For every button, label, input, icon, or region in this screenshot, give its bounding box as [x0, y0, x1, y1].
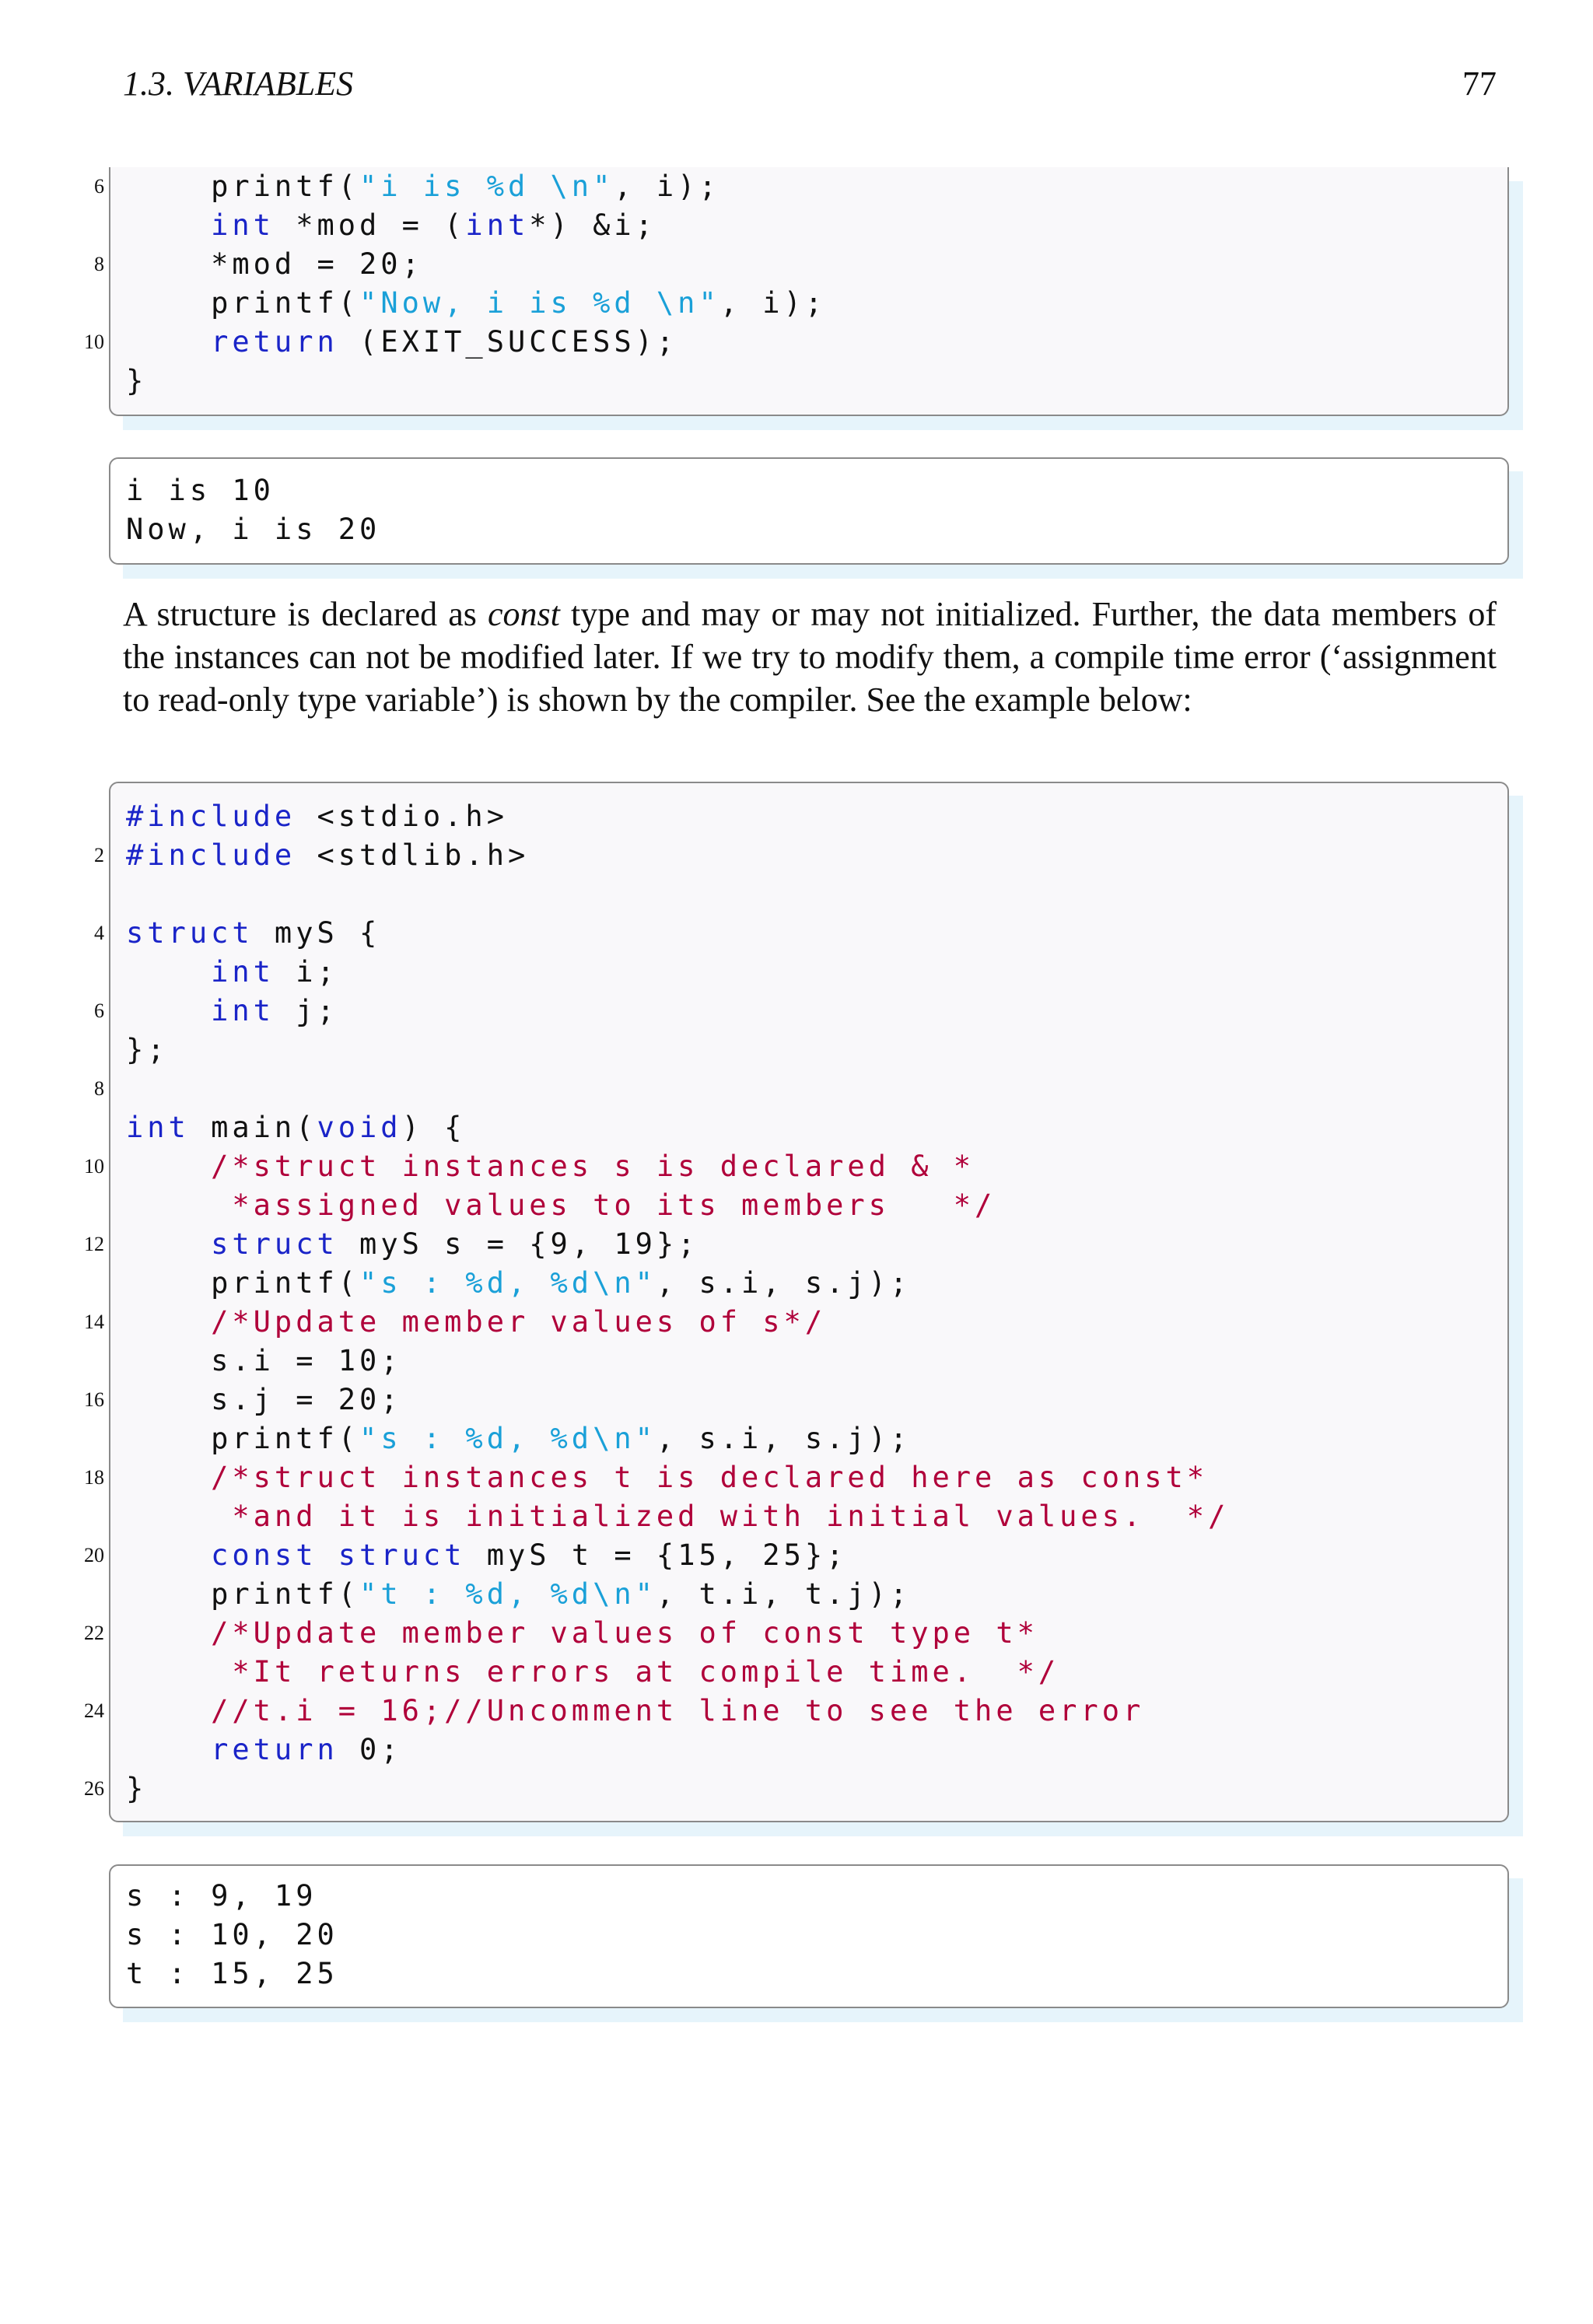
keyword-token: return — [211, 1733, 338, 1766]
code-text — [126, 797, 508, 836]
code-token — [126, 1655, 232, 1689]
keyword-token: #include — [126, 838, 296, 872]
output-text: t : 15, 25 — [126, 1957, 338, 1990]
code-token — [126, 1188, 232, 1222]
code-text — [126, 1303, 826, 1342]
keyword-token: struct — [211, 1227, 338, 1261]
code-text — [126, 1419, 911, 1458]
page-number: 77 — [1462, 65, 1497, 103]
line-number: 14 — [84, 1311, 104, 1333]
keyword-token: int — [211, 955, 275, 989]
code-token: printf( — [126, 1422, 360, 1455]
code-token — [126, 325, 211, 359]
line-number: 10 — [84, 331, 104, 353]
keyword-token: struct — [338, 1538, 466, 1572]
code-text — [126, 1769, 147, 1808]
code-token: s.i = 10; — [126, 1344, 402, 1377]
line-number: 20 — [84, 1544, 104, 1566]
code-text — [126, 1264, 911, 1303]
code-token: *) &i; — [529, 208, 656, 242]
code-token: } — [126, 1772, 148, 1805]
code-token: <stdlib.h> — [296, 838, 530, 872]
line-number: 16 — [84, 1388, 104, 1411]
code-token: s.j = 20; — [126, 1383, 402, 1416]
output-text: s : 9, 19 — [126, 1879, 317, 1913]
code-token: }; — [126, 1033, 169, 1066]
running-header — [123, 61, 1497, 107]
code-text — [126, 1575, 911, 1614]
comment-token: /*Update member values of s*/ — [211, 1305, 827, 1339]
line-number: 8 — [94, 253, 104, 275]
code-text — [126, 1031, 169, 1069]
paragraph-emphasis: const — [488, 595, 560, 633]
code-text — [126, 836, 529, 875]
code-token — [126, 208, 211, 242]
line-number: 8 — [94, 1077, 104, 1100]
code-token — [126, 1305, 211, 1339]
output-text: s : 10, 20 — [126, 1918, 338, 1951]
code-token: myS t = {15, 25}; — [465, 1538, 848, 1572]
code-token: , s.i, s.j); — [656, 1266, 912, 1300]
keyword-token: #include — [126, 800, 296, 833]
code-text — [126, 1381, 402, 1419]
code-token — [126, 1538, 211, 1572]
code-token — [126, 1694, 211, 1727]
code-token: *mod = 20; — [126, 247, 423, 281]
code-text — [126, 206, 656, 245]
code-token: ) { — [401, 1111, 466, 1144]
string-token: "i is %d \n" — [359, 170, 614, 203]
code-token: (EXIT_SUCCESS); — [338, 325, 678, 359]
code-token: myS { — [253, 916, 381, 950]
string-token: "t : %d, %d\n" — [359, 1577, 656, 1611]
line-number: 26 — [84, 1777, 104, 1800]
comment-token: /*struct instances t is declared here as const* — [211, 1461, 1209, 1494]
code-token — [126, 1733, 211, 1766]
line-number: 2 — [94, 844, 104, 866]
code-text — [126, 167, 720, 206]
code-token: , t.i, t.j); — [656, 1577, 912, 1611]
code-listing-2 — [84, 782, 1509, 1822]
code-text — [126, 1342, 402, 1381]
code-token — [126, 1150, 211, 1183]
code-text — [126, 1108, 465, 1147]
code-token — [126, 994, 211, 1027]
code-text — [126, 323, 677, 362]
code-token — [126, 1616, 211, 1650]
code-token: <stdio.h> — [296, 800, 508, 833]
code-listing-1 — [84, 167, 1509, 416]
code-text — [126, 992, 338, 1031]
comment-token: *It returns errors at compile time. */ — [232, 1655, 1060, 1689]
code-text — [126, 914, 380, 953]
code-token — [126, 955, 211, 989]
line-number: 12 — [84, 1233, 104, 1255]
output-text: i is 10 — [126, 474, 275, 507]
code-text — [126, 953, 338, 992]
code-token — [126, 1461, 211, 1494]
code-token — [126, 1227, 211, 1261]
code-text — [126, 1692, 1144, 1731]
line-number: 6 — [94, 999, 104, 1022]
keyword-token: void — [317, 1111, 402, 1144]
code-text — [126, 1614, 1038, 1653]
section-title: 1.3. VARIABLES — [123, 65, 354, 103]
code-text — [126, 362, 147, 401]
code-text — [126, 245, 423, 284]
keyword-token: return — [211, 325, 338, 359]
line-number: 18 — [84, 1466, 104, 1489]
code-token: myS s = {9, 19}; — [338, 1227, 699, 1261]
output-text: Now, i is 20 — [126, 513, 381, 546]
code-token: 0; — [338, 1733, 402, 1766]
code-text — [126, 1147, 975, 1186]
string-token: "Now, i is %d \n" — [359, 286, 720, 320]
comment-token: *assigned values to its members */ — [232, 1188, 996, 1222]
code-text — [126, 1653, 1059, 1692]
code-text — [126, 1497, 1229, 1536]
code-token: , i); — [614, 170, 720, 203]
code-text — [126, 1731, 402, 1769]
code-token: } — [126, 364, 148, 397]
code-text — [126, 1225, 698, 1264]
keyword-token: int — [465, 208, 530, 242]
code-token: printf( — [126, 1266, 360, 1300]
line-number: 6 — [94, 175, 104, 198]
code-token: printf( — [126, 286, 360, 320]
code-token: i; — [274, 955, 338, 989]
code-token — [126, 1500, 232, 1533]
code-token: main( — [189, 1111, 317, 1144]
code-text — [126, 1536, 847, 1575]
keyword-token: const — [211, 1538, 317, 1572]
paragraph-text-start: A structure is declared as — [123, 595, 488, 633]
body-paragraph — [123, 593, 1497, 721]
code-token: printf( — [126, 1577, 360, 1611]
string-token: "s : %d, %d\n" — [359, 1422, 656, 1455]
code-token: j; — [274, 994, 338, 1027]
paragraph-text-end: type and may or may not initialized. Further, the data members of the instances can not be modified later. If we try to modify them, a compile time error (‘assignment to read-only type variable’) is shown by the compiler. See the example below: — [123, 595, 1497, 719]
code-text — [126, 1186, 996, 1225]
program-output-2 — [109, 1864, 1509, 2008]
program-output-1 — [109, 457, 1509, 565]
line-number: 10 — [84, 1155, 104, 1178]
keyword-token: int — [126, 1111, 190, 1144]
keyword-token: int — [211, 208, 275, 242]
code-text — [126, 284, 826, 323]
line-number: 24 — [84, 1699, 104, 1722]
code-text — [126, 1458, 1208, 1497]
code-token: *mod = ( — [274, 208, 466, 242]
code-token: , s.i, s.j); — [656, 1422, 912, 1455]
comment-token: /*struct instances s is declared & * — [211, 1150, 975, 1183]
keyword-token: int — [211, 994, 275, 1027]
comment-token: /*Update member values of const type t* — [211, 1616, 1038, 1650]
keyword-token: struct — [126, 916, 254, 950]
line-number: 4 — [94, 922, 104, 944]
code-token: , i); — [719, 286, 827, 320]
string-token: "s : %d, %d\n" — [359, 1266, 656, 1300]
comment-token: //t.i = 16;//Uncomment line to see the error — [211, 1694, 1145, 1727]
code-token — [317, 1538, 338, 1572]
comment-token: *and it is initialized with initial values. */ — [232, 1500, 1230, 1533]
code-token: printf( — [126, 170, 360, 203]
line-number: 22 — [84, 1622, 104, 1644]
